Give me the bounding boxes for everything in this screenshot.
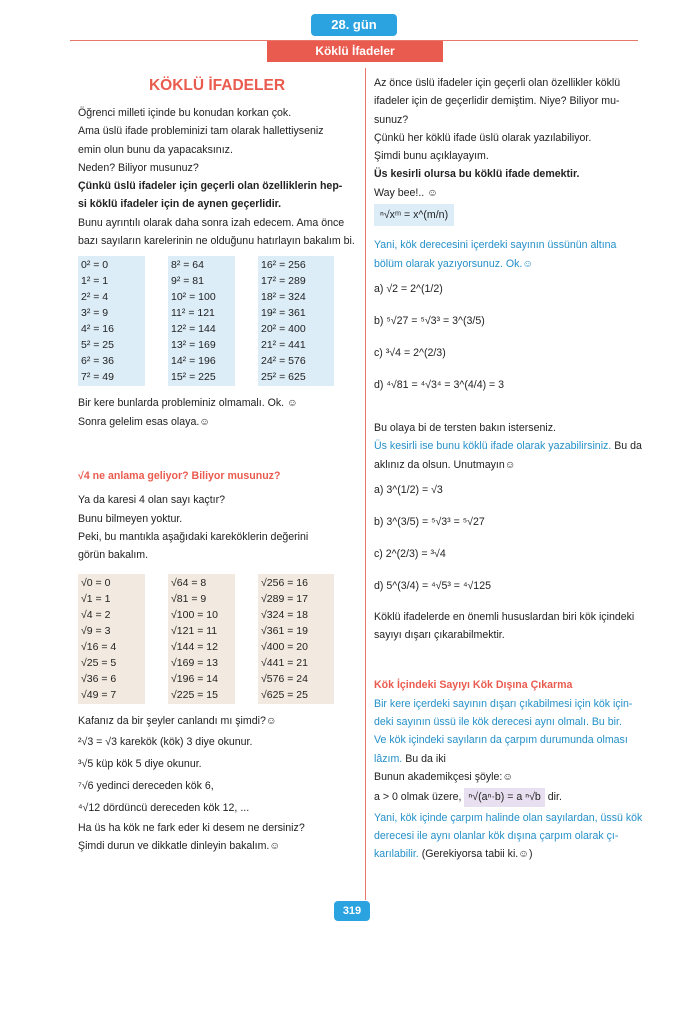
paragraph bbox=[374, 809, 646, 864]
square-item: 15² = 225 bbox=[171, 371, 216, 384]
root-item: √100 = 10 bbox=[171, 609, 218, 622]
roots-table bbox=[78, 574, 356, 704]
paragraph: ifadeler için de geçerlidir demiştim. Niye? Biliyor mu- bbox=[374, 95, 620, 108]
root-item: √196 = 14 bbox=[171, 673, 218, 686]
square-item: 12² = 144 bbox=[171, 323, 216, 336]
main-title: KÖKLÜ İFADELER bbox=[148, 77, 286, 94]
example-line: a) 3^(1/2) = √3 bbox=[374, 483, 443, 496]
example-line: d) ⁴√81 = ⁴√3⁴ = 3^(4/4) = 3 bbox=[374, 378, 505, 391]
definition-line: ⁷√6 yedinci dereceden kök 6, bbox=[78, 779, 214, 792]
root-item: √121 = 11 bbox=[171, 625, 218, 638]
bold-line: Üs kesirli olursa bu köklü ifade demektir. bbox=[374, 168, 580, 181]
paragraph: Az önce üslü ifadeler için geçerli olan özellikler köklü bbox=[374, 77, 621, 89]
square-item: 18² = 324 bbox=[261, 291, 306, 304]
note-tail: Bu da iki bbox=[402, 752, 446, 765]
squares-table bbox=[78, 256, 356, 386]
root-item: √225 = 15 bbox=[171, 689, 218, 702]
root-item: √0 = 0 bbox=[81, 577, 111, 590]
square-item: 17² = 289 bbox=[261, 275, 306, 288]
example-line: b) ⁵√27 = ⁵√3³ = 3^(3/5) bbox=[374, 314, 485, 327]
root-item: √81 = 9 bbox=[171, 593, 207, 606]
paragraph: Bunun akademikçesi şöyle:☺ bbox=[374, 770, 514, 783]
square-item: 9² = 81 bbox=[171, 275, 204, 288]
note-tail: Bu da aklınız da olsun. Unutmayın☺ bbox=[374, 440, 642, 471]
note-tail: (Gerekiyorsa tabii ki.☺) bbox=[418, 848, 533, 861]
paragraph: sunuz? bbox=[374, 113, 409, 126]
square-item: 19² = 361 bbox=[261, 307, 306, 320]
example-line: c) ³√4 = 2^(2/3) bbox=[374, 346, 446, 359]
root-item: √64 = 8 bbox=[171, 577, 207, 590]
formula-box: ⁿ√xᵐ = x^(m/n) bbox=[374, 204, 454, 226]
example-line: b) 3^(3/5) = ⁵√3³ = ⁵√27 bbox=[374, 515, 485, 528]
definition-line: ²√3 = √3 karekök (kök) 3 diye okunur. bbox=[78, 735, 253, 748]
squares-column bbox=[258, 256, 334, 386]
intro-line: emin olun bunu da yapacaksınız. bbox=[78, 143, 233, 156]
root-item: √25 = 5 bbox=[81, 657, 117, 670]
roots-column bbox=[78, 574, 145, 704]
root-item: √36 = 6 bbox=[81, 673, 117, 686]
root-item: √441 = 21 bbox=[261, 657, 308, 670]
root-item: √576 = 24 bbox=[261, 673, 308, 686]
root-item: √169 = 13 bbox=[171, 657, 218, 670]
root-item: √324 = 18 bbox=[261, 609, 308, 622]
blue-note: Bir kere içerdeki sayının dışarı çıkabilmesi için kök için-deki sayının üssü ile kök derecesi aynı olmalı. Bu bir. bbox=[374, 697, 633, 729]
square-item: 13² = 169 bbox=[171, 339, 216, 352]
bold-line: si köklü ifadeler için de aynen geçerlidir. bbox=[78, 198, 282, 211]
roots-column bbox=[168, 574, 235, 704]
square-item: 1² = 1 bbox=[81, 275, 109, 288]
square-item: 11² = 121 bbox=[171, 307, 215, 320]
paragraph bbox=[374, 437, 646, 474]
subsection-heading: Kök İçindeki Sayıyı Kök Dışına Çıkarma bbox=[374, 679, 573, 692]
paragraph: Şimdi bunu açıklayayım. bbox=[374, 150, 489, 163]
right-column bbox=[374, 74, 646, 863]
example-line: c) 2^(2/3) = ³√4 bbox=[374, 547, 446, 560]
paragraph: Bir kere bunlarda probleminiz olmamalı. Ok. ☺ bbox=[78, 397, 298, 410]
rule-line bbox=[374, 788, 646, 806]
rule-suffix: dir. bbox=[547, 791, 562, 804]
example-line: d) 5^(3/4) = ⁴√5³ = ⁴√125 bbox=[374, 579, 491, 592]
bold-line: Çünkü üslü ifadeler için geçerli olan özelliklerin hep- bbox=[78, 180, 343, 193]
paragraph bbox=[374, 731, 646, 768]
root-item: √625 = 25 bbox=[261, 689, 308, 702]
column-divider bbox=[365, 68, 366, 900]
definition-line: ⁴√12 dördüncü dereceden kök 12, ... bbox=[78, 801, 250, 814]
squares-column bbox=[168, 256, 235, 386]
square-item: 14² = 196 bbox=[171, 355, 216, 368]
paragraph: Bunu ayrıntılı olarak daha sonra izah edecem. Ama önce bazı sayıların karelerinin ne olduğunu hatırlayın bakalım bi. bbox=[78, 216, 355, 248]
root-item: √16 = 4 bbox=[81, 641, 117, 654]
square-item: 24² = 576 bbox=[261, 355, 306, 368]
square-item: 8² = 64 bbox=[171, 259, 204, 272]
paragraph: Çünkü her köklü ifade üslü olarak yazılabiliyor. bbox=[374, 131, 592, 144]
intro-line: Neden? Biliyor musunuz? bbox=[78, 161, 199, 174]
definition-line: ³√5 küp kök 5 diye okunur. bbox=[78, 757, 202, 770]
paragraph: Way bee!.. ☺ bbox=[374, 186, 439, 199]
paragraph: görün bakalım. bbox=[78, 549, 149, 562]
page-number: 319 bbox=[334, 901, 370, 921]
paragraph: Bu olaya bi de tersten bakın isterseniz. bbox=[374, 421, 556, 434]
question-heading: √4 ne anlama geliyor? Biliyor musunuz? bbox=[78, 469, 281, 482]
root-item: √144 = 12 bbox=[171, 641, 218, 654]
section-title: Köklü İfadeler bbox=[267, 41, 443, 62]
square-item: 10² = 100 bbox=[171, 291, 216, 304]
root-item: √361 = 19 bbox=[261, 625, 308, 638]
blue-note: Ve kök içindeki sayıların da çarpım durumunda olması lâzım. bbox=[374, 734, 628, 765]
paragraph: Ha üs ha kök ne fark eder ki desem ne dersiniz? bbox=[78, 821, 305, 834]
intro-line: Öğrenci milleti içinde bu konudan korkan çok. bbox=[78, 107, 292, 119]
root-item: √9 = 3 bbox=[81, 625, 111, 638]
square-item: 6² = 36 bbox=[81, 355, 114, 368]
day-badge: 28. gün bbox=[311, 14, 397, 36]
square-item: 5² = 25 bbox=[81, 339, 114, 352]
square-item: 21² = 441 bbox=[261, 339, 306, 352]
square-item: 7² = 49 bbox=[81, 371, 114, 384]
root-item: √289 = 17 bbox=[261, 593, 308, 606]
root-item: √256 = 16 bbox=[261, 577, 308, 590]
square-item: 3² = 9 bbox=[81, 307, 109, 320]
square-item: 4² = 16 bbox=[81, 323, 114, 336]
paragraph: Bunu bilmeyen yoktur. bbox=[78, 512, 183, 525]
blue-note: Üs kesirli ise bunu köklü ifade olarak yazabilirsiniz. bbox=[374, 440, 612, 453]
intro-line: Ama üslü ifade probleminizi tam olarak hallettiyseniz bbox=[78, 125, 324, 138]
paragraph: Köklü ifadelerde en önemli hususlardan biri kök içindeki sayıyı dışarı çıkarabilmektir. bbox=[374, 610, 635, 642]
root-item: √4 = 2 bbox=[81, 609, 111, 622]
root-item: √49 = 7 bbox=[81, 689, 117, 702]
square-item: 25² = 625 bbox=[261, 371, 306, 384]
paragraph: Ya da karesi 4 olan sayı kaçtır? bbox=[78, 494, 226, 507]
roots-column bbox=[258, 574, 334, 704]
condition-text: a > 0 olmak üzere, bbox=[374, 791, 462, 804]
root-item: √1 = 1 bbox=[81, 593, 111, 606]
root-item: √400 = 20 bbox=[261, 641, 308, 654]
square-item: 0² = 0 bbox=[81, 259, 109, 272]
paragraph: Kafanız da bir şeyler canlandı mı şimdi?☺ bbox=[78, 715, 277, 728]
blue-note: Yani, kök derecesini içerdeki sayının üssünün altına bölüm olarak yazıyorsunuz. Ok.☺ bbox=[374, 239, 617, 270]
square-item: 2² = 4 bbox=[81, 291, 109, 304]
paragraph: Peki, bu mantıkla aşağıdaki kareköklerin değerini bbox=[78, 530, 309, 543]
left-column bbox=[78, 74, 356, 855]
square-item: 20² = 400 bbox=[261, 323, 306, 336]
paragraph: Şimdi durun ve dikkatle dinleyin bakalım.☺ bbox=[78, 840, 281, 853]
example-line: a) √2 = 2^(1/2) bbox=[374, 282, 443, 295]
blue-note: Yani, kök içinde çarpım halinde olan sayılardan, üssü kök derecesi ile aynı olanlar kök dışına çarpım olarak çı-karılabilir. bbox=[374, 811, 643, 861]
paragraph: Sonra gelelim esas olaya.☺ bbox=[78, 415, 211, 428]
square-item: 16² = 256 bbox=[261, 259, 306, 272]
squares-column bbox=[78, 256, 145, 386]
rule-formula: ⁿ√(aⁿ·b) = a ⁿ√b bbox=[464, 788, 544, 806]
